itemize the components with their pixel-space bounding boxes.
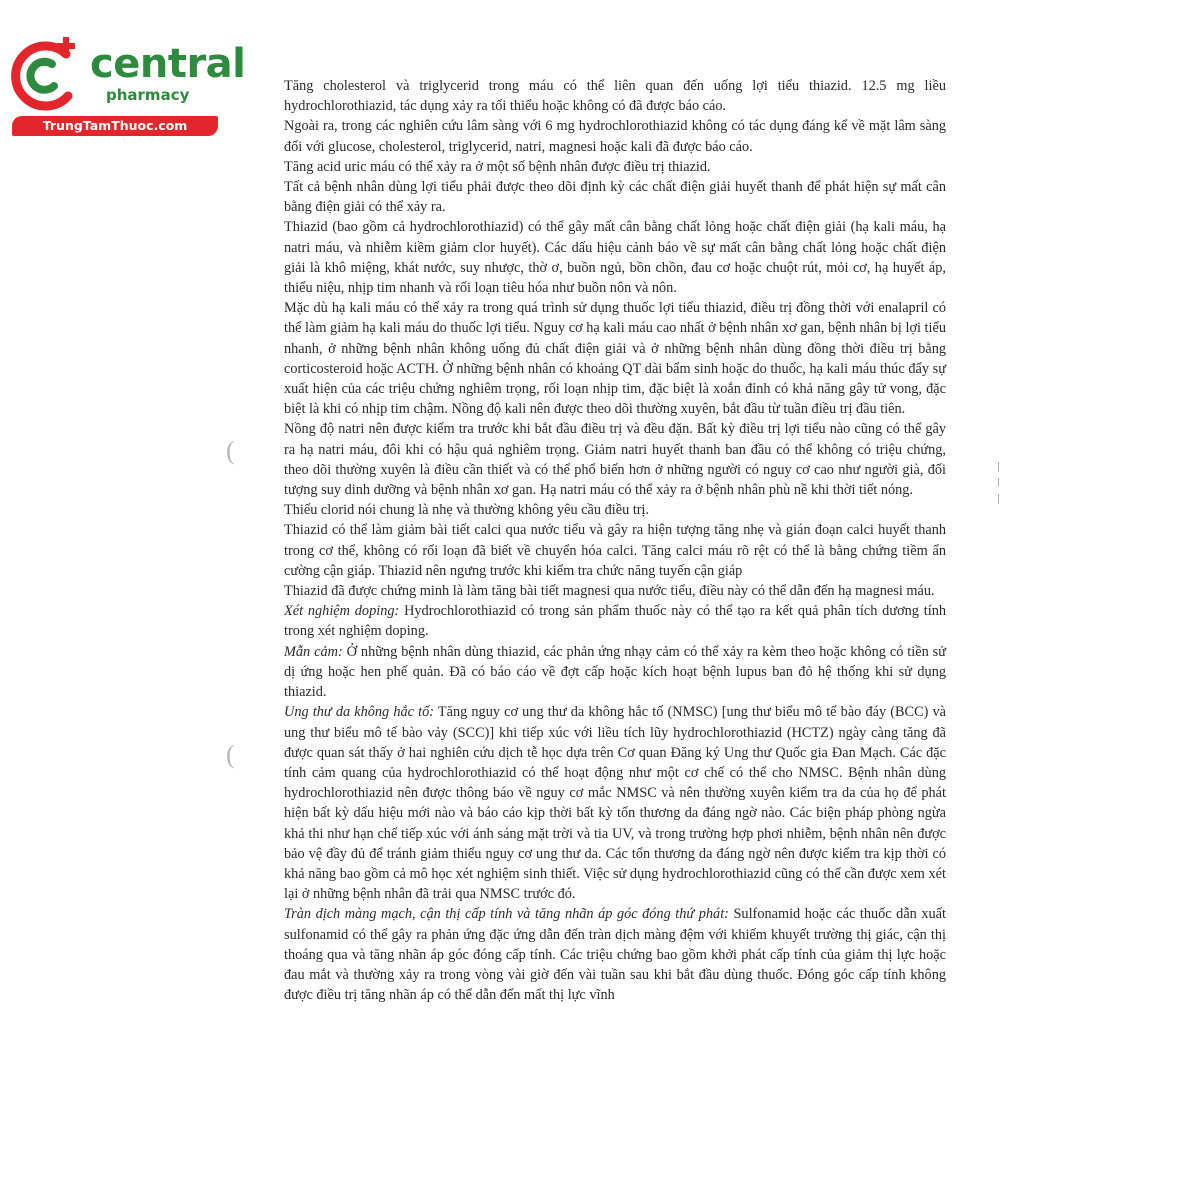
scan-binding-mark: ( (226, 436, 235, 465)
paragraph (284, 642, 946, 703)
paragraph (284, 601, 946, 641)
paragraph (284, 177, 946, 217)
scan-edge-mark (998, 478, 999, 486)
logo-wordmark: central (90, 41, 246, 87)
section-heading-hypersensitivity: Mẫn cảm: (284, 643, 343, 660)
section-heading-nmsc: Ung thư da không hắc tố: (284, 704, 434, 721)
logo-subtitle: pharmacy (106, 86, 190, 104)
paragraph-text: Thiếu clorid nói chung là nhẹ và thường không yêu cầu điều trị. (284, 502, 650, 519)
paragraph-text: Tăng cholesterol và triglycerid trong máu có thể liên quan đến uống lợi tiểu thiazid. 12.5 mg liều hydrochlorothiazid, tác dụng xảy ra tối thiểu hoặc không có đã được báo cáo. (284, 78, 946, 115)
paragraph-text: Tất cả bệnh nhân dùng lợi tiểu phải được theo dõi định kỳ các chất điện giải huyết thanh để phát hiện sự mất cân bằng điện giải có thể xảy ra. (284, 179, 946, 216)
paragraph-text: Ngoài ra, trong các nghiên cứu lâm sàng với 6 mg hydrochlorothiazid không có tác dụng đáng kể về mặt lâm sàng đối với glucose, cholesterol, triglycerid, natri, magnesi hoặc kali đã được báo cáo. (284, 118, 946, 155)
paragraph (284, 520, 946, 581)
paragraph (284, 217, 946, 298)
paragraph (284, 116, 946, 156)
paragraph (284, 298, 946, 419)
paragraph (284, 581, 946, 601)
paragraph-text: Thiazid đã được chứng minh là làm tăng bài tiết magnesi qua nước tiểu, điều này có thể dẫn đến hạ magnesi máu. (284, 583, 935, 600)
paragraph (284, 702, 946, 904)
scan-edge-mark (998, 494, 999, 504)
section-heading-choroidal-effusion: Tràn dịch màng mạch, cận thị cấp tính và tăng nhãn áp góc đóng thứ phát: (284, 906, 729, 923)
paragraph-text: Ở những bệnh nhân dùng thiazid, các phản ứng nhạy cảm có thể xảy ra kèm theo hoặc không có tiền sử dị ứng hoặc hen phế quản. Đã có báo cáo về đợt cấp hoặc kích hoạt bệnh lupus ban đỏ hệ thống khi sử dụng thiazid. (284, 643, 946, 701)
section-heading-doping: Xét nghiệm doping: (284, 603, 400, 620)
logo-mark-icon (8, 36, 88, 116)
document-body (284, 76, 946, 1005)
scan-edge-mark (998, 462, 999, 472)
paragraph-text: Mặc dù hạ kali máu có thể xảy ra trong quá trình sử dụng thuốc lợi tiểu thiazid, điều trị đồng thời với enalapril có thể làm giảm hạ kali máu do thuốc lợi tiểu. Nguy cơ hạ kali máu cao nhất ở bệnh nhân xơ gan, bệnh nhân bị lợi tiểu nhanh, ở những bệnh nhân không uống đủ chất điện giải và ở những bệnh nhân dùng đồng thời điều trị bằng corticosteroid hoặc ACTH. Ở những bệnh nhân có khoảng QT dài bẩm sinh hoặc do thuốc, hạ kali máu thúc đẩy sự xuất hiện của các triệu chứng nghiêm trọng, rối loạn nhịp tim, đặc biệt là xoắn đỉnh có khả năng gây tử vong, đặc biệt là khi có nhịp tim chậm. Nồng độ kali nên được theo dõi thường xuyên, bắt đầu từ tuần điều trị đầu tiên. (284, 300, 946, 418)
paragraph (284, 157, 946, 177)
paragraph-text: Tăng acid uric máu có thể xảy ra ở một số bệnh nhân được điều trị thiazid. (284, 158, 711, 175)
logo-website-banner: TrungTamThuoc.com (12, 116, 218, 136)
paragraph-text: Hydrochlorothiazid có trong sản phẩm thuốc này có thể tạo ra kết quả phân tích dương tính trong xét nghiệm doping. (284, 603, 946, 640)
paragraph (284, 419, 946, 500)
paragraph (284, 76, 946, 116)
paragraph-text: Thiazid có thể làm giảm bài tiết calci qua nước tiểu và gây ra hiện tượng tăng nhẹ và gián đoạn calci huyết thanh trong cơ thể, không có rối loạn đã biết về chuyển hóa calci. Tăng calci máu rõ rệt có thể là bằng chứng tiềm ẩn cường cận giáp. Thiazid nên ngưng trước khi kiểm tra chức năng tuyến cận giáp (284, 522, 946, 579)
paragraph-text: Thiazid (bao gồm cả hydrochlorothiazid) có thể gây mất cân bằng chất lỏng hoặc chất điện giải (hạ kali máu, hạ natri máu, và nhiễm kiềm giảm clor huyết). Các dấu hiệu cảnh báo về sự mất cân bằng chất lỏng hoặc chất điện giải là khô miệng, khát nước, suy nhược, thờ ơ, buồn ngủ, bồn chồn, đau cơ hoặc chuột rút, mỏi cơ, hạ huyết áp, thiểu niệu, nhịp tim nhanh và rối loạn tiêu hóa như buồn nôn và nôn. (284, 219, 946, 297)
paragraph-text: Nồng độ natri nên được kiểm tra trước khi bắt đầu điều trị và đều đặn. Bất kỳ điều trị lợi tiểu nào cũng có thể gây ra hạ natri máu, đôi khi có hậu quả nghiêm trọng. Giảm natri huyết thanh ban đầu có thể không có triệu chứng, theo dõi thường xuyên là điều cần thiết và có thể phổ biến hơn ở những người có nguy cơ cao như người già, đối tượng suy dinh dưỡng và bệnh nhân xơ gan. Hạ natri máu có thể xảy ra ở bệnh nhân phù nề khi thời tiết nóng. (284, 421, 946, 499)
paragraph-text: Tăng nguy cơ ung thư da không hắc tố (NMSC) [ung thư biểu mô tế bào đáy (BCC) và ung thư biểu mô tế bào vảy (SCC)] khi tiếp xúc với liều tích lũy hydrochlorothiazid (HCTZ) ngày càng tăng đã được quan sát thấy ở hai nghiên cứu dịch tễ học dựa trên Cơ quan Đăng ký Ung thư Quốc gia Đan Mạch. Các đặc tính cảm quang của hydrochlorothiazid có thể hoạt động như một cơ chế có thể cho NMSC. Bệnh nhân dùng hydrochlorothiazid nên được thông báo về nguy cơ mắc NMSC và nên thường xuyên kiểm tra da của họ để phát hiện bất kỳ dấu hiệu mới nào và báo cáo kịp thời bất kỳ tổn thương da đáng ngờ nào. Các biện pháp phòng ngừa khả thi như hạn chế tiếp xúc với ánh sáng mặt trời và tia UV, và trong trường hợp phơi nhiễm, bệnh nhân nên được bảo vệ đầy đủ để tránh giảm thiểu nguy cơ ung thư da. Các tổn thương da đáng ngờ nên được kiểm tra kịp thời có khả năng bao gồm cả mô học xét nghiệm sinh thiết. Việc sử dụng hydrochlorothiazid cũng có thể cần được xem xét lại ở những bệnh nhân đã trải qua NMSC trước đó. (284, 704, 946, 903)
central-pharmacy-logo[interactable] (8, 36, 246, 136)
paragraph (284, 904, 946, 1005)
paragraph-text: Sulfonamid hoặc các thuốc dẫn xuất sulfonamid có thể gây ra phản ứng đặc ứng dẫn đến tràn dịch màng đệm với khiếm khuyết trường thị giác, cận thị thoáng qua và tăng nhãn áp góc đóng cấp tính. Các triệu chứng bao gồm khởi phát cấp tính của giảm thị lực hoặc đau mắt và thường xảy ra trong vòng vài giờ đến vài tuần sau khi bắt đầu dùng thuốc. Đóng góc cấp tính không được điều trị tăng nhãn áp có thể dẫn đến mất thị lực vĩnh (284, 906, 946, 1004)
scan-binding-mark: ( (226, 740, 235, 769)
paragraph (284, 500, 946, 520)
